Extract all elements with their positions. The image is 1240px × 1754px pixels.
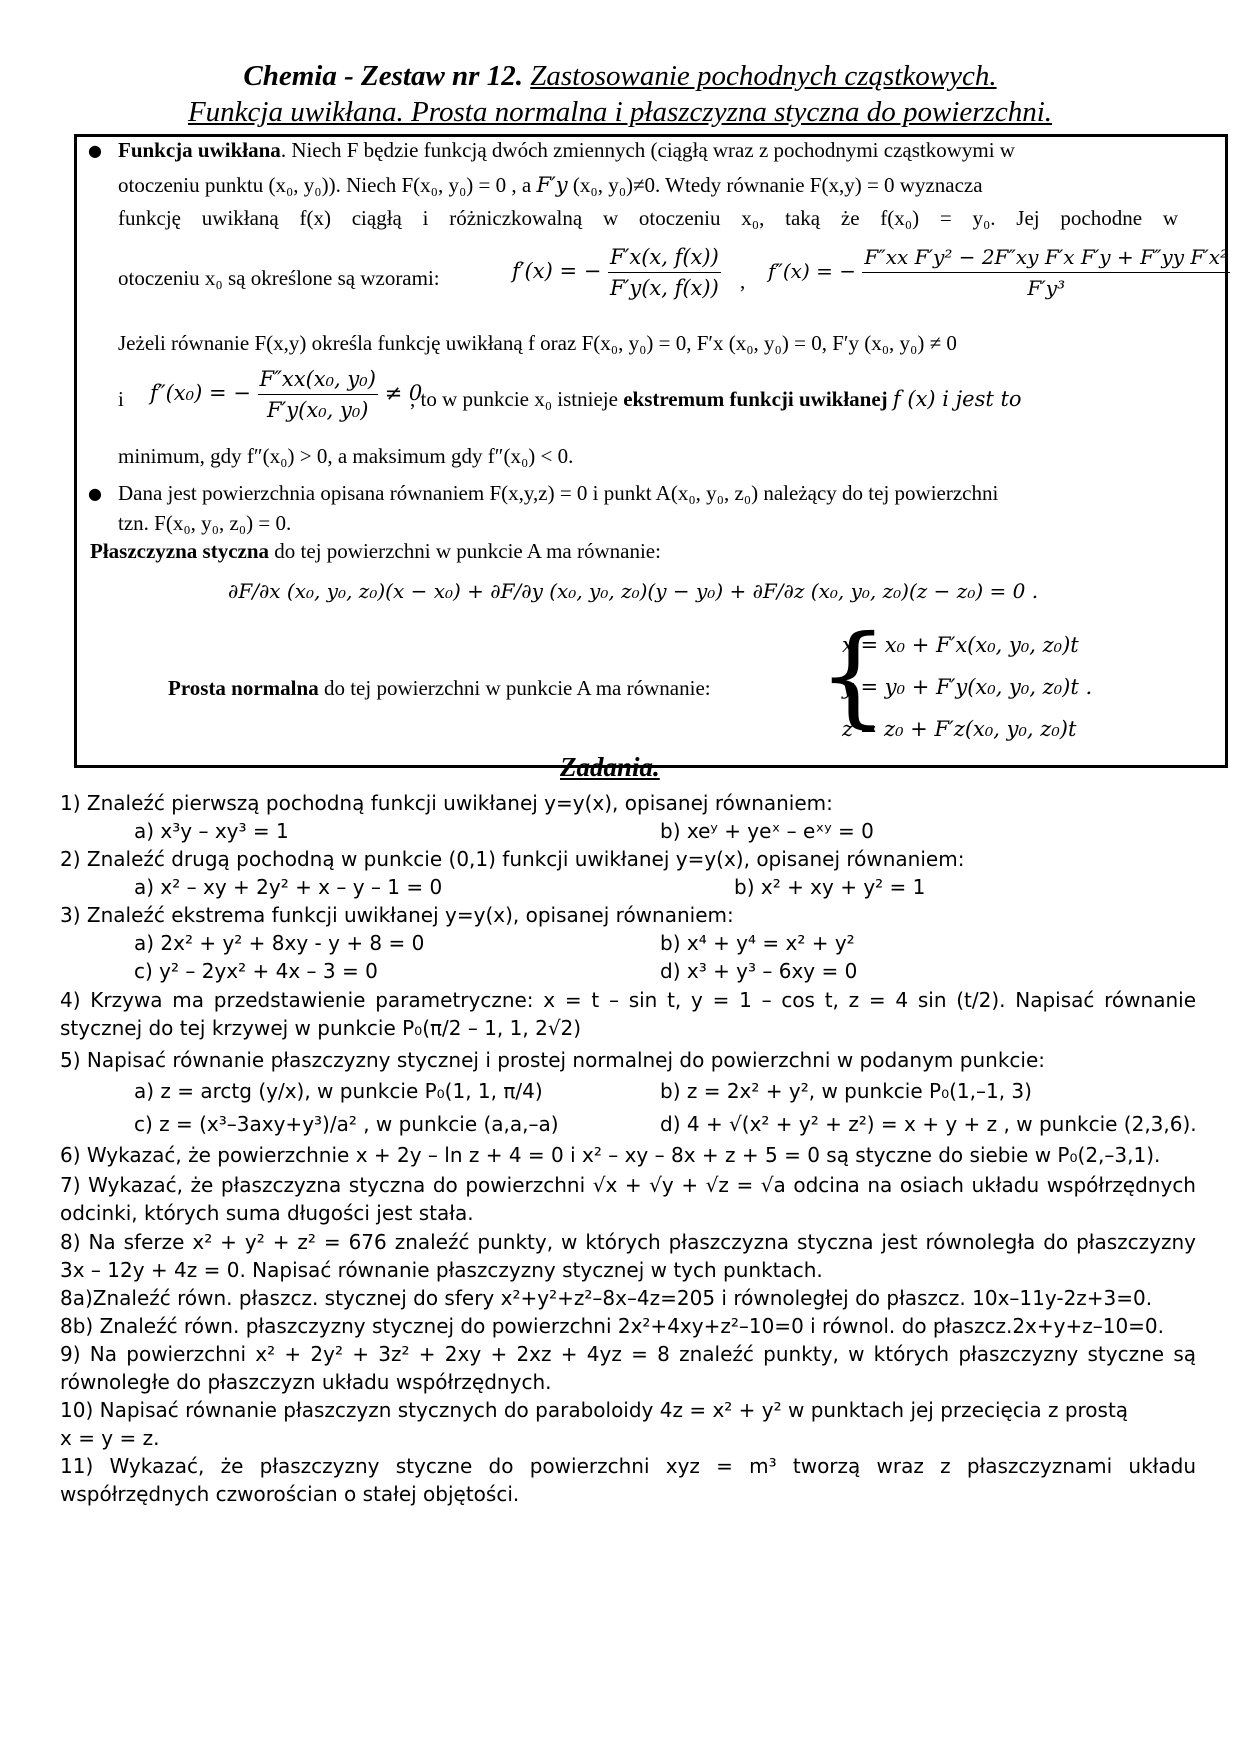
task-8a: 8a)Znaleźć równ. płaszcz. stycznej do sfery x²+y²+z²–8x–4z=205 i równoległej do płaszcz. 10x–11y-2z+3=0.: [60, 1286, 1153, 1310]
task-2a: a) x² – xy + 2y² + x – y – 1 = 0: [134, 875, 443, 899]
task-3: 3) Znaleźć ekstrema funkcji uwikłanej y=y(x), opisanej równaniem:: [60, 903, 734, 927]
task-4-line2: stycznej do tej krzywej w punkcie P₀(π/2 – 1, 1, 2√2): [60, 1016, 582, 1040]
theory-b1-line1: Funkcja uwikłana. Niech F będzie funkcją dwóch zmiennych (ciągłą wraz z pochodnymi cząstkowymi w: [118, 138, 1015, 162]
task-2b: b) x² + xy + y² = 1: [734, 875, 926, 899]
formula-normal-x: x = x₀ + F′x(x₀, y₀, z₀)t: [842, 633, 1079, 657]
task-3c: c) y² – 2yx² + 4x – 3 = 0: [134, 959, 378, 983]
task-4-line1: 4) Krzywa ma przedstawienie parametryczne: x = t – sin t, y = 1 – cos t, z = 4 sin (t/2). Napisać równanie: [60, 988, 1196, 1012]
theory-extremum-line1: Jeżeli równanie F(x,y) określa funkcję uwikłaną f oraz F(x₀, y₀) = 0, F′x (x₀, y₀) = 0, F′y (x₀, y₀) ≠ 0: [118, 331, 957, 355]
brace-icon: {: [818, 611, 888, 739]
tasks-heading: Zadania.: [560, 752, 660, 782]
formula-normal-y: y = y₀ + F′y(x₀, y₀, z₀)t .: [842, 675, 1093, 699]
formula-extremum: f″(x₀) = − $\frac{\text{F″xx(x₀, y₀)}}{\text{F′y(x₀, y₀)}}$ ≠ 0: [150, 364, 422, 425]
task-8-line2: 3x – 12y + 4z = 0. Napisać równanie płaszczyzny stycznej w tych punktach.: [60, 1258, 823, 1282]
bullet-icon: ●: [88, 141, 102, 160]
task-5d: d) 4 + √(x² + y² + z²) = x + y + z , w punkcie (2,3,6).: [660, 1112, 1197, 1136]
task-11-line1: 11) Wykazać, że płaszczyzny styczne do powierzchni xyz = m³ tworzą wraz z płaszczyznami układu: [60, 1454, 1196, 1478]
task-3a: a) 2x² + y² + 8xy - y + 8 = 0: [134, 931, 425, 955]
task-9-line2: równoległe do płaszczyzn układu współrzędnych.: [60, 1370, 552, 1394]
task-11-line2: współrzędnych czworościan o stałej objętości.: [60, 1482, 520, 1506]
task-5: 5) Napisać równanie płaszczyzny stycznej i prostej normalnej do powierzchni w podanym punkcie:: [60, 1048, 1045, 1072]
task-1a: a) x³y – xy³ = 1: [134, 819, 289, 843]
task-5a: a) z = arctg (y/x), w punkcie P₀(1, 1, π/4): [134, 1079, 543, 1103]
theory-plane-heading: Płaszczyzna styczna do tej powierzchni w punkcie A ma równanie:: [90, 539, 661, 563]
task-7-line1: 7) Wykazać, że płaszczyzna styczna do powierzchni √x + √y + √z = √a odcina na osiach układu współrzędnych: [60, 1173, 1196, 1197]
theory-b1-line3: funkcję uwikłaną f(x) ciągłą i różniczkowalną w otoczeniu x₀, taką że f(x₀) = y₀. Jej pochodne w: [118, 206, 1178, 230]
formula-separator: ,: [740, 269, 746, 293]
theory-b2-line2: tzn. F(x₀, y₀, z₀) = 0.: [118, 511, 292, 535]
task-8-line1: 8) Na sferze x² + y² + z² = 676 znaleźć punkty, w których płaszczyzna styczna jest równoległa do płaszczyzny: [60, 1230, 1196, 1254]
task-8b: 8b) Znaleźć równ. płaszczyzny stycznej do powierzchni 2x²+4xy+z²–10=0 i równol. do płaszcz.2x+y+z–10=0.: [60, 1314, 1165, 1338]
task-7-line2: odcinki, których suma długości jest stała.: [60, 1201, 474, 1225]
formula-normal-z: z = z₀ + F′z(x₀, y₀, z₀)t: [842, 717, 1077, 741]
formula-second-derivative: f″(x) = − $\frac{\text{F″xx F′y² − 2F″xy F′x F′y + F″yy F′x²}}{\text{F′y³}}$: [768, 242, 1230, 303]
title-underlined: Zastosowanie pochodnych cząstkowych.: [530, 60, 997, 92]
task-9-line1: 9) Na powierzchni x² + 2y² + 3z² + 2xy + 2xz + 4yz = 8 znaleźć punkty, w których płaszczyzny styczne są: [60, 1342, 1196, 1366]
theory-normal-heading: Prosta normalna do tej powierzchni w punkcie A ma równanie:: [168, 676, 711, 700]
page-subtitle: [100, 96, 1140, 129]
task-3b: b) x⁴ + y⁴ = x² + y²: [660, 931, 855, 955]
theory-extremum-line2: , to w punkcie x₀ istnieje ekstremum funkcji uwikłanej f (x) i jest to: [410, 387, 1022, 411]
task-1: 1) Znaleźć pierwszą pochodną funkcji uwikłanej y=y(x), opisanej równaniem:: [60, 791, 833, 815]
formula-first-derivative: f′(x) = − $\frac{F'x(x, f(x))}{F'y(x, f(x))}$: [512, 242, 721, 303]
theory-extremum-i: i: [118, 387, 124, 411]
theory-b1-line4: otoczeniu x₀ są określone są wzorami:: [118, 266, 440, 290]
theory-b2-line1: Dana jest powierzchnia opisana równaniem F(x,y,z) = 0 i punkt A(x₀, y₀, z₀) należący do tej powierzchni: [118, 481, 999, 505]
task-10-line1: 10) Napisać równanie płaszczyzn stycznych do paraboloidy 4z = x² + y² w punktach jej przecięcia z prostą: [60, 1398, 1129, 1422]
task-10-line2: x = y = z.: [60, 1426, 160, 1450]
bullet-icon: ●: [88, 484, 102, 503]
theory-extremum-line3: minimum, gdy f″(x₀) > 0, a maksimum gdy f″(x₀) < 0.: [118, 444, 574, 468]
task-1b: b) xeʸ + yeˣ – eˣʸ = 0: [660, 819, 874, 843]
title-bold: Chemia - Zestaw nr 12.: [243, 60, 523, 92]
formula-tangent-plane: ∂F/∂x (x₀, y₀, z₀)(x − x₀) + ∂F/∂y (x₀, y₀, z₀)(y − y₀) + ∂F/∂z (x₀, y₀, z₀)(z − z₀) = 0 .: [228, 579, 1039, 603]
task-2: 2) Znaleźć drugą pochodną w punkcie (0,1) funkcji uwikłanej y=y(x), opisanej równaniem:: [60, 847, 965, 871]
task-3d: d) x³ + y³ – 6xy = 0: [660, 959, 858, 983]
task-5b: b) z = 2x² + y², w punkcie P₀(1,–1, 3): [660, 1079, 1032, 1103]
task-6: 6) Wykazać, że powierzchnie x + 2y – ln z + 4 = 0 i x² – xy – 8x + z + 5 = 0 są styczne do siebie w P₀(2,–3,1).: [60, 1143, 1161, 1167]
subtitle-text: Funkcja uwikłana. Prosta normalna i płaszczyzna styczna do powierzchni.: [187, 96, 1053, 128]
theory-b1-line2: otoczeniu punktu (x₀, y₀)). Niech F(x₀, y₀) = 0 , a F′y (x₀, y₀)≠0. Wtedy równanie F(x,y) = 0 wyznacza: [118, 173, 983, 197]
task-5c: c) z = (x³–3axy+y³)/a² , w punkcie (a,a,–a): [134, 1112, 559, 1136]
page-title: [100, 60, 1140, 93]
